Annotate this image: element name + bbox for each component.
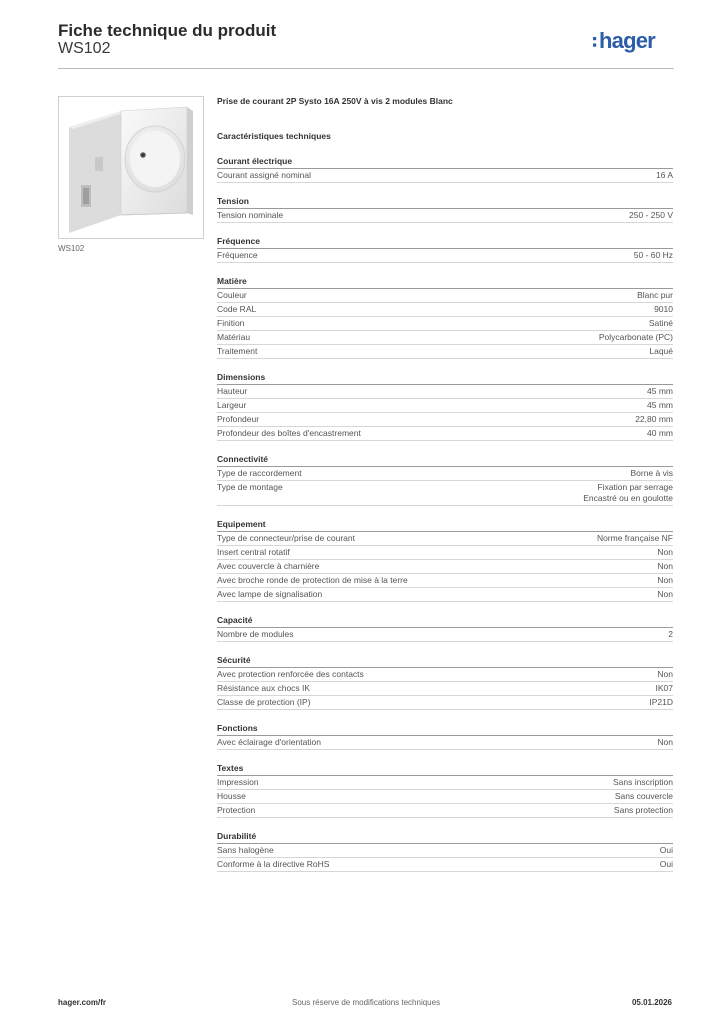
spec-value: [649, 318, 673, 329]
spec-label: Profondeur des boîtes d'encastrement: [217, 428, 361, 438]
spec-value: [657, 669, 673, 680]
product-image-caption: WS102: [58, 244, 85, 253]
spec-label: Avec broche ronde de protection de mise à la terre: [217, 575, 408, 585]
spec-value-line: 40 mm: [647, 428, 673, 438]
spec-value-line: 45 mm: [647, 386, 673, 396]
spec-group-title: Textes: [217, 762, 673, 776]
spec-group: [217, 371, 673, 441]
spec-row: [217, 776, 673, 790]
spec-group: [217, 453, 673, 506]
spec-value-line: Non: [657, 737, 673, 747]
spec-value: [630, 468, 673, 479]
spec-row: [217, 385, 673, 399]
spec-value-line: Oui: [659, 845, 673, 855]
spec-group: [217, 155, 673, 183]
spec-value-line: 22,80 mm: [635, 414, 673, 424]
spec-value: [583, 482, 673, 504]
spec-value: [647, 386, 673, 397]
spec-value: [657, 737, 673, 748]
spec-group-title: Dimensions: [217, 371, 673, 385]
spec-value: [657, 547, 673, 558]
spec-label: Type de raccordement: [217, 468, 302, 478]
product-reference: WS102: [58, 40, 111, 57]
spec-value: [649, 346, 673, 357]
spec-group: [217, 235, 673, 263]
spec-label: Avec lampe de signalisation: [217, 589, 323, 599]
product-image: [58, 96, 204, 239]
spec-group-title: Capacité: [217, 614, 673, 628]
spec-label: Insert central rotatif: [217, 547, 290, 557]
spec-label: Matériau: [217, 332, 251, 342]
spec-label: Traitement: [217, 346, 258, 356]
spec-value: [597, 533, 673, 544]
hager-logo: [592, 26, 676, 56]
spec-label: Tension nominale: [217, 210, 284, 220]
spec-value-line: Sans inscription: [612, 777, 673, 787]
spec-value: [660, 859, 673, 870]
spec-row: [217, 574, 673, 588]
spec-row: [217, 209, 673, 223]
spec-label: Profondeur: [217, 414, 260, 424]
spec-label: Conforme à la directive RoHS: [217, 859, 330, 869]
spec-group-title: Courant électrique: [217, 155, 673, 169]
spec-label: Courant assigné nominal: [217, 170, 312, 180]
spec-row: [217, 588, 673, 602]
spec-value: [657, 589, 673, 600]
spec-value-line: Non: [657, 561, 673, 571]
page-title: Fiche technique du produit: [58, 21, 277, 40]
spec-group-title: Connectivité: [217, 453, 673, 467]
header-divider: [58, 68, 674, 69]
spec-label: Avec éclairage d'orientation: [217, 737, 322, 747]
spec-row: [217, 169, 673, 183]
spec-row: [217, 481, 673, 506]
spec-label: Hauteur: [217, 386, 248, 396]
spec-group: [217, 275, 673, 359]
spec-label: Type de connecteur/prise de courant: [217, 533, 355, 543]
spec-value: [614, 805, 673, 816]
spec-value: [654, 304, 673, 315]
spec-row: [217, 682, 673, 696]
spec-row: [217, 546, 673, 560]
spec-row: [217, 303, 673, 317]
spec-label: Classe de protection (IP): [217, 697, 311, 707]
product-name: Prise de courant 2P Systo 16A 250V à vis 2 modules Blanc: [217, 96, 453, 106]
brand-name: hager: [599, 28, 655, 53]
spec-group: [217, 762, 673, 818]
spec-value: [656, 170, 673, 181]
spec-group-title: Tension: [217, 195, 673, 209]
spec-row: [217, 532, 673, 546]
footer-disclaimer: Sous réserve de modifications techniques: [292, 998, 441, 1007]
spec-group: [217, 654, 673, 710]
spec-value-line: Borne à vis: [630, 468, 673, 478]
spec-row: [217, 317, 673, 331]
spec-value: [613, 777, 673, 788]
spec-row: [217, 331, 673, 345]
spec-row: [217, 628, 673, 642]
spec-value-line: Fixation par serrage: [597, 482, 673, 492]
footer-date: 05.01.2026: [631, 998, 672, 1007]
spec-label: Nombre de modules: [217, 629, 294, 639]
spec-groups: [217, 155, 673, 872]
spec-value: [657, 561, 673, 572]
spec-value-line: Non: [657, 575, 673, 585]
spec-value-line: Non: [657, 589, 673, 599]
spec-value-line: Blanc pur: [637, 290, 673, 300]
spec-row: [217, 696, 673, 710]
footer-website: hager.com/fr: [58, 998, 107, 1007]
spec-value: [668, 629, 673, 640]
spec-value: [615, 791, 673, 802]
spec-sheet: [217, 95, 673, 872]
spec-label: Finition: [217, 318, 245, 328]
spec-row: [217, 736, 673, 750]
spec-value: [649, 697, 673, 708]
spec-value: [657, 575, 673, 586]
spec-value: [599, 332, 673, 343]
spec-value-line: Sans couvercle: [614, 791, 673, 801]
spec-row: [217, 790, 673, 804]
spec-row: [217, 467, 673, 481]
spec-group-title: Fréquence: [217, 235, 673, 249]
spec-value-line: 9010: [654, 304, 673, 314]
spec-value-line: Norme française NF: [596, 533, 673, 543]
spec-value-line: Satiné: [648, 318, 673, 328]
spec-label: Type de montage: [217, 482, 283, 492]
spec-row: [217, 844, 673, 858]
spec-value-line: 250 - 250 V: [629, 210, 673, 220]
spec-label: Impression: [217, 777, 259, 787]
spec-value-line: 45 mm: [647, 400, 673, 410]
spec-group: [217, 614, 673, 642]
spec-row: [217, 345, 673, 359]
spec-label: Fréquence: [217, 250, 258, 260]
spec-label: Protection: [217, 805, 256, 815]
spec-value: [634, 250, 673, 261]
spec-label: Avec protection renforcée des contacts: [217, 669, 364, 679]
spec-label: Housse: [217, 791, 246, 801]
spec-label: Code RAL: [217, 304, 257, 314]
spec-row: [217, 804, 673, 818]
spec-value-line: Oui: [659, 859, 673, 869]
spec-value: [635, 414, 673, 425]
spec-row: [217, 413, 673, 427]
spec-row: [217, 399, 673, 413]
spec-row: [217, 858, 673, 872]
spec-group: [217, 195, 673, 223]
spec-value-line: 16 A: [655, 170, 673, 180]
spec-value-line: Encastré ou en goulotte: [583, 493, 673, 503]
spec-value-line: Non: [657, 669, 673, 679]
spec-row: [217, 289, 673, 303]
spec-value: [629, 210, 673, 221]
spec-group: [217, 722, 673, 750]
spec-value-line: IK07: [655, 683, 673, 693]
spec-value: [647, 400, 673, 411]
spec-group-title: Sécurité: [217, 654, 673, 668]
spec-value: [660, 845, 673, 856]
spec-value-line: 2: [668, 629, 673, 639]
spec-value-line: IP21D: [649, 697, 673, 707]
spec-group: [217, 518, 673, 602]
spec-value: [637, 290, 673, 301]
spec-label: Couleur: [217, 290, 247, 300]
spec-value-line: Laqué: [649, 346, 673, 356]
spec-value-line: Non: [657, 547, 673, 557]
spec-group-title: Matière: [217, 275, 673, 289]
spec-label: Avec couvercle à charnière: [217, 561, 320, 571]
spec-row: [217, 427, 673, 441]
spec-label: Sans halogène: [217, 845, 274, 855]
spec-row: [217, 668, 673, 682]
spec-group-title: Equipement: [217, 518, 673, 532]
spec-value-line: Polycarbonate (PC): [598, 332, 673, 342]
spec-group-title: Durabilité: [217, 830, 673, 844]
spec-value: [656, 683, 674, 694]
spec-value: [647, 428, 673, 439]
spec-group-title: Fonctions: [217, 722, 673, 736]
spec-section-heading: Caractéristiques techniques: [217, 131, 331, 141]
spec-row: [217, 249, 673, 263]
spec-label: Largeur: [217, 400, 247, 410]
spec-label: Résistance aux chocs IK: [217, 683, 311, 693]
spec-row: [217, 560, 673, 574]
spec-value-line: 50 - 60 Hz: [633, 250, 673, 260]
spec-group: [217, 830, 673, 872]
spec-value-line: Sans protection: [613, 805, 673, 815]
socket-outlet-illustration: [59, 97, 203, 238]
